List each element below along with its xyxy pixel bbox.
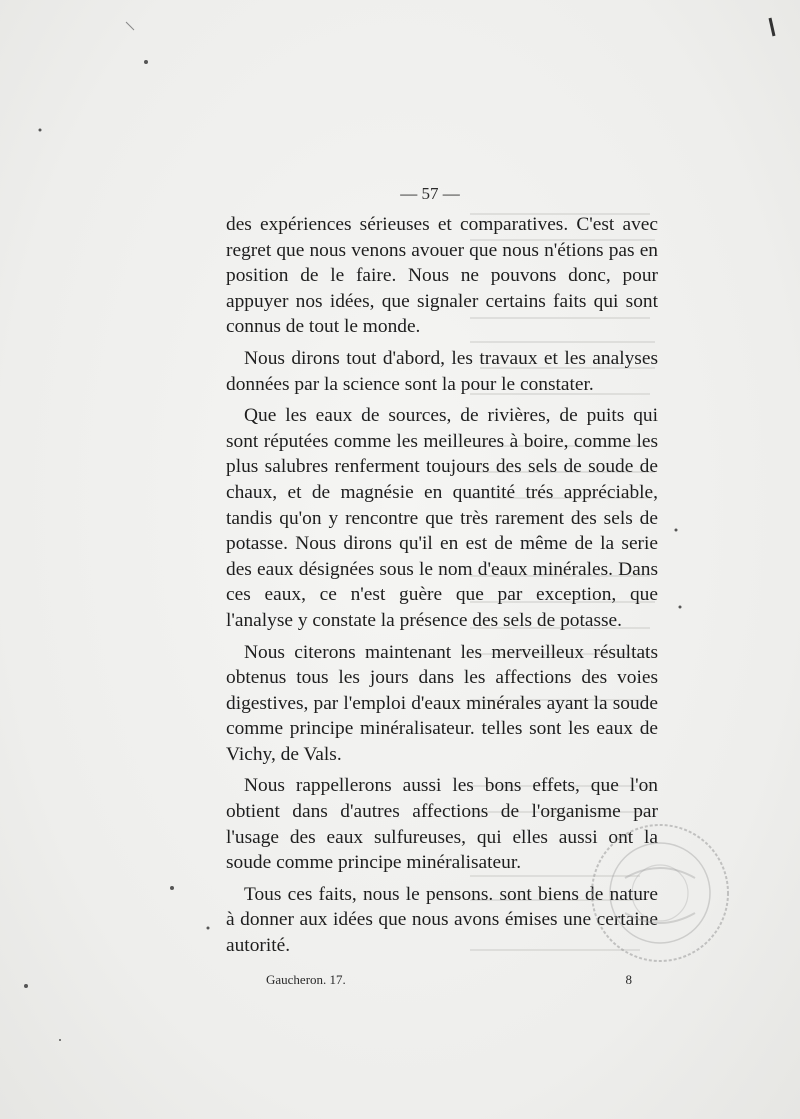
signature-mark: Gaucheron. 17. xyxy=(266,972,346,987)
paragraph-1: des expériences sérieuses et comparatives. C'est avec regret que nous venons avouer que nous n'étions pas en position de le faire. Nous ne pouvons donc, pour appuyer nos idées, que signaler certains faits qui sont connus de tout le monde. xyxy=(226,214,658,338)
page-number: — 57 — xyxy=(400,184,460,203)
library-stamp-icon xyxy=(585,818,735,968)
paragraph-6: Tous ces faits, nous le pensons. sont biens de nature à donner aux idées que nous avons émises une certaine autorité. xyxy=(226,883,658,957)
paragraph-5: Nous rappellerons aussi les bons effets, que l'on obtient dans d'autres affections de l'organisme par l'usage des eaux sulfureuses, qui elles aussi ont la soude comme principe minéralisateur. xyxy=(226,775,658,874)
paragraph-3: Que les eaux de sources, de rivières, de puits qui sont réputées comme les meilleures à boire, comme les plus salubres renferment toujours des sels de soude de chaux, et de magnésie en quantité trés appréciable, tandis qu'on y rencontre que très rarement des sels de potasse. Nous dirons qu'il en est de même de la serie des eaux désignées sous le nom d'eaux minérales. Dans ces eaux, ce n'est guère que par exception, que l'analyse y constate la présence des sels de potasse. xyxy=(226,405,658,631)
paragraph-2: Nous dirons tout d'abord, les travaux et les analyses données par la science sont la pour le constater. xyxy=(226,347,658,395)
paragraph-4: Nous citerons maintenant les merveilleux résultats obtenus tous les jours dans les affections des voies digestives, par l'emploi d'eaux minérales ayant la soude comme principe minéralisateur. telles sont les eaux de Vichy, de Vals. xyxy=(226,641,658,765)
sheet-number: 8 xyxy=(625,972,632,987)
